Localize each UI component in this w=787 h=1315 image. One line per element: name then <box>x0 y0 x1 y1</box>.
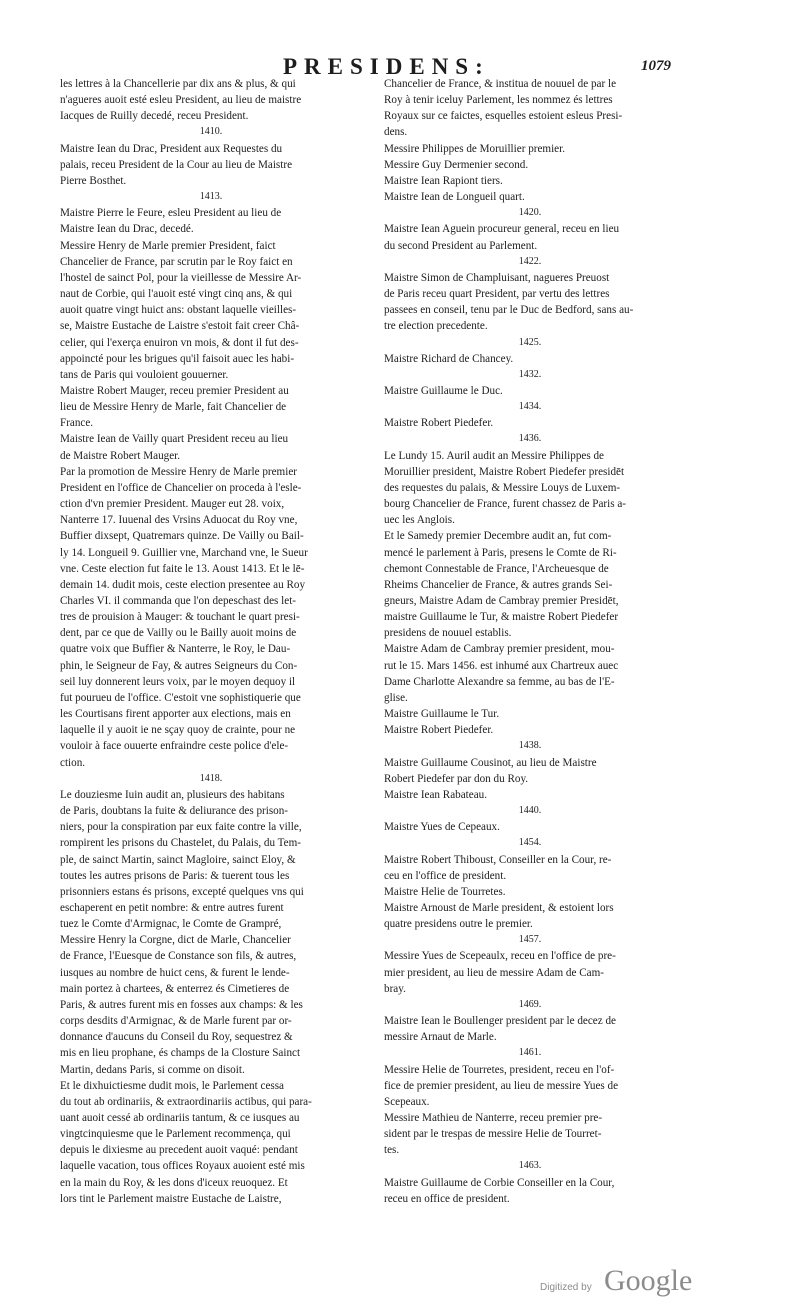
text-line: Scepeaux. <box>384 1095 430 1108</box>
text-line: mis en lieu prophane, és champs de la Closture Sainct <box>60 1047 301 1060</box>
text-line: Maistre Iean du Drac, decedé. <box>60 223 194 236</box>
text-line: bray. <box>384 982 406 995</box>
text-line: gneurs, Maistre Adam de Cambray premier Presidēt, <box>384 595 619 607</box>
page-number: 1079 <box>641 58 671 74</box>
text-line: Messire Yues de Scepeaulx, receu en l'office de pre- <box>384 950 616 963</box>
text-line: toutes les autres prisons de Paris: & tuerent tous les <box>60 869 290 882</box>
text-line: vne. Ceste election fut faite le 13. Aoust 1413. Et le lē- <box>60 562 305 575</box>
google-logo: Google <box>604 1264 693 1297</box>
text-line: Maistre Simon de Champluisant, nagueres Preuost <box>384 271 610 284</box>
text-line: Messire Guy Dermenier second. <box>384 158 529 171</box>
year-heading: 1420. <box>518 207 542 219</box>
text-line: lieu de Messire Henry de Marle, fait Chancelier de <box>60 401 287 414</box>
text-line: n'agueres auoit esté esleu President, au lieu de maistre <box>60 94 302 107</box>
digitized-by-label: Digitized by <box>540 1282 592 1293</box>
text-line: Moruillier president, Maistre Robert Piedefer presidēt <box>384 465 625 478</box>
text-line: Maistre Helie de Tourretes. <box>384 885 506 898</box>
text-line: ly 14. Longueil 9. Guillier vne, Marchand vne, le Sueur <box>60 546 308 559</box>
text-line: du tout ab ordinariis, & extraordinariis actibus, qui para- <box>60 1095 312 1108</box>
text-line: Pierre Bosthet. <box>60 174 127 187</box>
text-line: des requestes du palais, & Messire Louys de Luxem- <box>384 481 621 494</box>
text-line: se, Maistre Eustache de Laistre s'estoit fait creer Châ- <box>60 320 300 333</box>
text-line: Maistre Adam de Cambray premier president, mou- <box>384 643 615 656</box>
text-line: chemont Connestable de France, l'Archeuesque de <box>384 562 609 575</box>
text-line: ple, de sainct Martin, sainct Magloire, sainct Eloy, & <box>60 853 296 866</box>
text-line: Le douziesme Iuin audit an, plusieurs des habitans <box>60 788 285 801</box>
text-line: depuis le dixiesme au precedent auoit vaqué: pendant <box>60 1144 298 1157</box>
text-line: Maistre Iean le Boullenger president par le decez de <box>384 1015 616 1028</box>
text-line: Maistre Iean de Vailly quart President receu au lieu <box>60 433 289 446</box>
text-line: ceu en l'office de president. <box>384 869 507 882</box>
text-line: Iacques de Ruilly decedé, receu President. <box>60 110 249 123</box>
text-line: Maistre Robert Piedefer. <box>384 417 494 430</box>
text-line: presidens de nouuel establis. <box>384 627 512 640</box>
text-line: uant auoit cessé ab ordinariis tantum, & ce iusques au <box>60 1112 300 1124</box>
text-line: mencé le parlement à Paris, presens le Comte de Ri- <box>384 546 617 559</box>
text-line: Et le dixhuictiesme dudit mois, le Parlement cessa <box>60 1079 284 1092</box>
text-line: fice de premier president, au lieu de messire Yues de <box>384 1079 619 1092</box>
text-line: Maistre Richard de Chancey. <box>384 352 514 365</box>
text-line: Maistre Robert Thiboust, Conseiller en la Cour, re- <box>384 853 612 866</box>
text-line: appoincté pour les brigues qu'il faisoit auec les habi- <box>60 352 295 365</box>
text-line: Messire Mathieu de Nanterre, receu premier pre- <box>384 1112 603 1124</box>
text-line: Paris, & autres furent mis en fosses aux champs: & les <box>60 998 303 1011</box>
text-line: Maistre Robert Piedefer. <box>384 724 494 737</box>
text-line: celier, qui l'exerça enuiron vn mois, & dont il fut des- <box>60 336 299 349</box>
text-line: Messire Henry la Corgne, dict de Marle, Chancelier <box>60 934 291 947</box>
text-line: quatre voix que Buffier & Nanterre, le Roy, le Dau- <box>60 643 291 656</box>
text-line: Royaux sur ce faictes, esquelles estoient esleus Presi- <box>384 110 623 123</box>
text-line: naut de Corbie, qui l'auoit esté vingt cinq ans, & qui <box>60 288 293 301</box>
text-line: Maistre Pierre le Feure, esleu President au lieu de <box>60 207 282 220</box>
text-line: donnance d'aucuns du Conseil du Roy, sequestrez & <box>60 1031 293 1044</box>
text-line: Maistre Iean Rapiont tiers. <box>384 174 503 187</box>
text-line: rompirent les prisons du Chastelet, du Palais, du Tem- <box>60 837 301 850</box>
year-heading: 1457. <box>518 934 542 946</box>
text-line: iusques au nombre de huict cens, & furent le lende- <box>60 966 290 979</box>
text-line: tans de Paris qui vouloient gouuerner. <box>60 368 229 381</box>
text-line: Chancelier de France, par scrutin par le Roy faict en <box>60 255 293 268</box>
text-line: Buffier dixsept, Quatremars quinze. De Vailly ou Bail- <box>60 530 304 543</box>
text-line: main portez à chartees, & enterrez és Cimetieres de <box>60 982 290 995</box>
text-line: Maistre Guillaume le Tur. <box>384 708 500 721</box>
text-line: de France, l'Euesque de Constance son fils, & autres, <box>60 950 297 963</box>
text-line: rut le 15. Mars 1456. est inhumé aux Chartreux auec <box>384 659 619 672</box>
text-line: tres de prouision à Mauger: & touchant le quart presi- <box>60 611 300 624</box>
year-heading: 1463. <box>518 1160 542 1172</box>
text-line: passees en conseil, tenu par le Duc de Bedford, sans au- <box>384 304 634 317</box>
text-line: Maistre Iean Aguein procureur general, receu en lieu <box>384 223 620 236</box>
text-line: Maistre Guillaume le Duc. <box>384 384 503 397</box>
text-line: dent, par ce que de Vailly ou le Bailly auoit moins de <box>60 627 297 640</box>
text-line: tuez le Comte d'Armignac, le Comte de Grampré, <box>60 918 282 931</box>
text-line: seil luy donnerent leurs voix, par le moyen dequoy il <box>60 675 296 688</box>
text-line: les lettres à la Chancellerie par dix ans & plus, & qui <box>60 78 296 90</box>
year-heading: 1425. <box>518 336 542 348</box>
text-line: phin, le Seigneur de Fay, & autres Seigneurs du Con- <box>60 659 298 672</box>
text-line: Maistre Iean Rabateau. <box>384 788 488 801</box>
text-line: lors tint le Parlement maistre Eustache de Laistre, <box>60 1192 282 1205</box>
text-line: Rheims Chancelier de France, & autres grands Sei- <box>384 578 613 591</box>
year-heading: 1461. <box>518 1047 542 1059</box>
text-line: de Paris, doubtans la fuite & deliurance des prison- <box>60 805 289 818</box>
year-heading: 1438. <box>518 740 542 752</box>
text-line: Maistre Iean de Longueil quart. <box>384 191 525 204</box>
year-heading: 1413. <box>199 191 223 203</box>
text-line: uec les Anglois. <box>384 514 455 527</box>
text-line: ction d'vn premier President. Mauger eut 28. voix, <box>60 498 285 511</box>
text-line: laquelle il y auoit ie ne sçay quoy de crainte, pour ne <box>60 724 296 737</box>
text-line: France. <box>60 417 94 430</box>
text-line: Messire Helie de Tourretes, president, receu en l'of- <box>384 1063 615 1076</box>
text-line: Robert Piedefer par don du Roy. <box>384 772 529 785</box>
year-heading: 1454. <box>518 837 542 849</box>
text-line: Maistre Robert Mauger, receu premier President au <box>60 384 289 397</box>
text-line: l'hostel de sainct Pol, pour la vieillesse de Messire Ar- <box>60 271 302 284</box>
text-line: Maistre Guillaume de Corbie Conseiller en la Cour, <box>384 1176 615 1189</box>
text-line: de Paris receu quart President, par vertu des lettres <box>384 288 610 301</box>
text-line: tes. <box>384 1144 400 1157</box>
year-heading: 1422. <box>518 255 542 267</box>
text-line: en la main du Roy, & les dons d'iceux reuoquez. Et <box>60 1176 288 1189</box>
text-line: prisonniers estans és prisons, excepté quelques vns qui <box>60 885 304 898</box>
text-line: Messire Henry de Marle premier President, faict <box>60 239 276 252</box>
digitization-watermark <box>540 1262 740 1302</box>
text-line: eschaperent en petit nombre: & entre autres furent <box>60 901 284 914</box>
text-line: quatre presidens outre le premier. <box>384 918 533 931</box>
text-line: bourg Chancelier de France, furent chassez de Paris a- <box>384 498 627 511</box>
text-line: fut pourueu de l'office. C'estoit vne sophistiquerie que <box>60 691 301 704</box>
text-line: maistre Guillaume le Tur, & maistre Robert Piedefer <box>384 611 619 624</box>
year-heading: 1432. <box>518 368 542 380</box>
text-line: messire Arnaut de Marle. <box>384 1031 497 1044</box>
text-line: Maistre Arnoust de Marle president, & estoient lors <box>384 901 614 914</box>
year-heading: 1469. <box>518 998 542 1010</box>
text-line: mier president, au lieu de messire Adam de Cam- <box>384 966 604 979</box>
text-line: Par la promotion de Messire Henry de Marle premier <box>60 465 297 478</box>
text-line: Nanterre 17. Iuuenal des Vrsins Aduocat du Roy vne, <box>60 514 298 527</box>
text-line: de Maistre Robert Mauger. <box>60 449 181 462</box>
text-line: Le Lundy 15. Auril audit an Messire Philippes de <box>384 449 604 462</box>
text-line: Roy à tenir iceluy Parlement, les nommez és lettres <box>384 94 613 107</box>
text-line: niers, pour la conspiration par eux faite contre la ville, <box>60 821 302 834</box>
right-column <box>384 76 676 1207</box>
text-line: laquelle vacation, tous offices Royaux auoient esté mis <box>60 1160 305 1173</box>
text-line: corps desdits d'Armignac, & de Marle furent par or- <box>60 1015 292 1028</box>
text-line: tre election precedente. <box>384 320 488 333</box>
text-line: sident par le trespas de messire Helie de Tourret- <box>384 1128 602 1141</box>
text-line: Chancelier de France, & institua de nouuel de par le <box>384 78 617 90</box>
year-heading: 1436. <box>518 433 542 445</box>
text-line: Charles VI. il commanda que l'on depeschast des let- <box>60 595 296 607</box>
text-line: Et le Samedy premier Decembre audit an, fut com- <box>384 530 612 543</box>
text-line: receu en office de president. <box>384 1192 510 1205</box>
text-line: Dame Charlotte Alexandre sa femme, au bas de l'E- <box>384 675 615 688</box>
text-line: glise. <box>384 691 408 704</box>
text-line: Maistre Iean du Drac, President aux Requestes du <box>60 142 283 155</box>
year-heading: 1434. <box>518 401 542 413</box>
text-line: dens. <box>384 126 408 139</box>
year-heading: 1440. <box>518 805 542 817</box>
text-line: demain 14. dudit mois, ceste election presentee au Roy <box>60 578 306 591</box>
page-title: PRESIDENS: <box>283 54 490 79</box>
text-line: vouloir à face ouuerte enfraindre ceste police d'ele- <box>60 740 289 753</box>
left-column <box>60 76 362 1207</box>
text-line: Messire Philippes de Moruillier premier. <box>384 142 566 155</box>
text-line: Maistre Yues de Cepeaux. <box>384 821 500 834</box>
text-line: les Courtisans firent apporter aux elections, mais en <box>60 708 291 721</box>
text-line: vingtcinquiesme que le Parlement recommença, qui <box>60 1128 291 1141</box>
text-line: du second President au Parlement. <box>384 239 538 252</box>
year-heading: 1410. <box>199 126 223 138</box>
text-line: Martin, dedans Paris, si comme on disoit. <box>60 1063 245 1076</box>
year-heading: 1418. <box>199 772 223 784</box>
text-line: ction. <box>60 756 86 769</box>
text-line: President en l'office de Chancelier on proceda à l'esle- <box>60 481 302 494</box>
text-line: auoit quatre vingt huict ans: obstant laquelle vieilles- <box>60 304 297 317</box>
text-line: palais, receu President de la Cour au lieu de Maistre <box>60 158 293 171</box>
text-line: Maistre Guillaume Cousinot, au lieu de Maistre <box>384 756 597 769</box>
